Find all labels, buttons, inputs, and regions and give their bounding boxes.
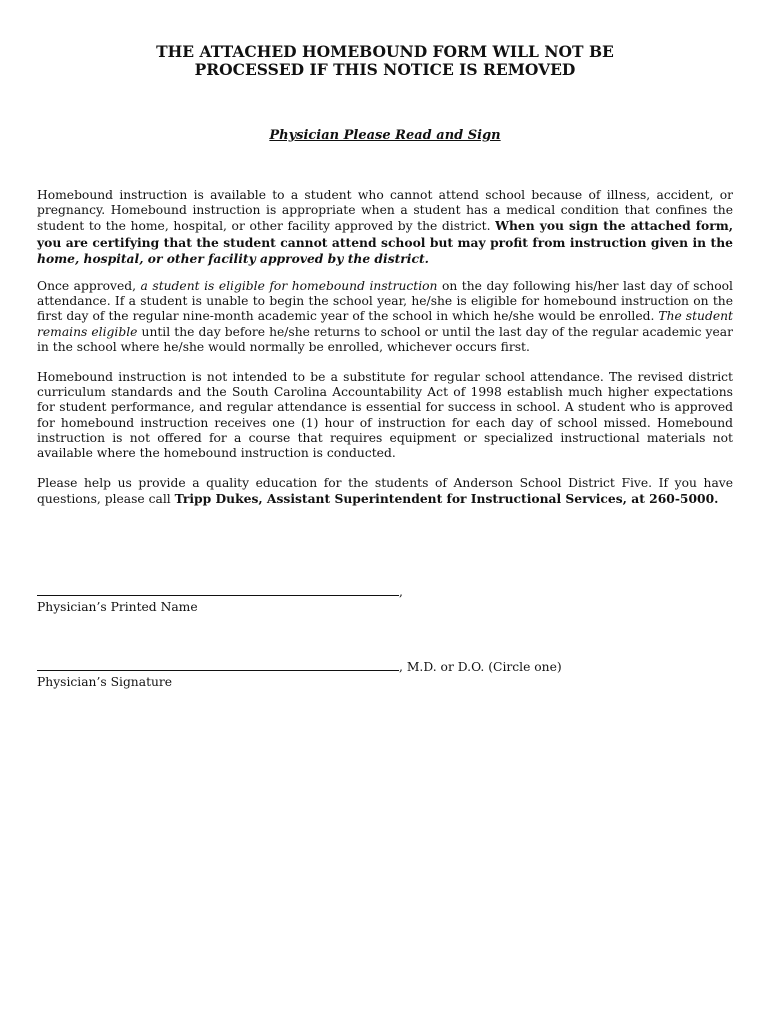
signature-block (37, 657, 562, 690)
printed-name-line[interactable] (37, 582, 399, 596)
signature-label: Physician’s Signature (37, 675, 173, 689)
contact-bold-text: Tripp Dukes, Assistant Superintendent for Instructional Services, at 260-5000. (174, 491, 719, 507)
paragraph-text: Once approved, (37, 279, 141, 293)
notice-line-2: PROCESSED IF THIS NOTICE IS REMOVED (194, 60, 576, 79)
notice-line-1: THE ATTACHED HOMEBOUND FORM WILL NOT BE (156, 42, 614, 61)
paragraph-text: Please help us provide a quality education for the students of Anderson School District Five. If you have questions, please call (37, 476, 733, 507)
paragraph-bold-italic-text: home, hospital, or other facility approved by the district. (37, 250, 429, 266)
paragraph-text: Homebound instruction is not intended to be a substitute for regular school attendance. The revised district curriculum standards and the South Carolina Accountability Act of 1998 establish much higher expectations for student performance, and regular attendance is essential for success in school. A student who is approved for homebound instruction receives one (1) hour of instruction for each day of school missed. Homebound instruction is not offered for a course that requires equipment or specialized instructional materials not available where the homebound instruction is conducted. (37, 370, 733, 461)
paragraph-text: until the day before he/she returns to school or until the last day of the regular academic year in the school where he/she would normally be enrolled, whichever occurs first. (37, 324, 733, 354)
signature-line[interactable] (37, 657, 399, 671)
paragraph-contact (37, 476, 733, 507)
paragraph-eligibility (37, 188, 733, 267)
printed-name-label: Physician’s Printed Name (37, 600, 198, 614)
paragraph-attendance (37, 370, 733, 461)
signature-suffix: , M.D. or D.O. (Circle one) (399, 660, 562, 674)
paragraph-approval (37, 279, 733, 355)
paragraph-bold-text: When you sign the attached form, you are certifying that the student cannot attend school but may profit from instruction given in the (37, 218, 733, 250)
subtitle: Physician Please Read and Sign (269, 128, 501, 143)
notice-heading (0, 43, 770, 79)
paragraph-text: Homebound instruction is available to a student who cannot attend school because of illness, accident, or pregnancy. Homebound instruction is appropriate when a student has a medical condition that confines the student to the home, hospital, or other facility approved by the district. (37, 188, 733, 234)
paragraph-italic-text: The student remains eligible (37, 309, 733, 339)
printed-name-block (37, 582, 403, 615)
paragraph-text: on the day following his/her last day of school attendance. If a student is unable to begin the school year, he/she is eligible for homebound instruction on the first day of the regular nine-month academic year of the school in which he/she would be enrolled. (37, 279, 733, 324)
printed-name-suffix: , (399, 585, 403, 599)
paragraph-italic-text: a student is eligible for homebound instruction (140, 279, 438, 293)
